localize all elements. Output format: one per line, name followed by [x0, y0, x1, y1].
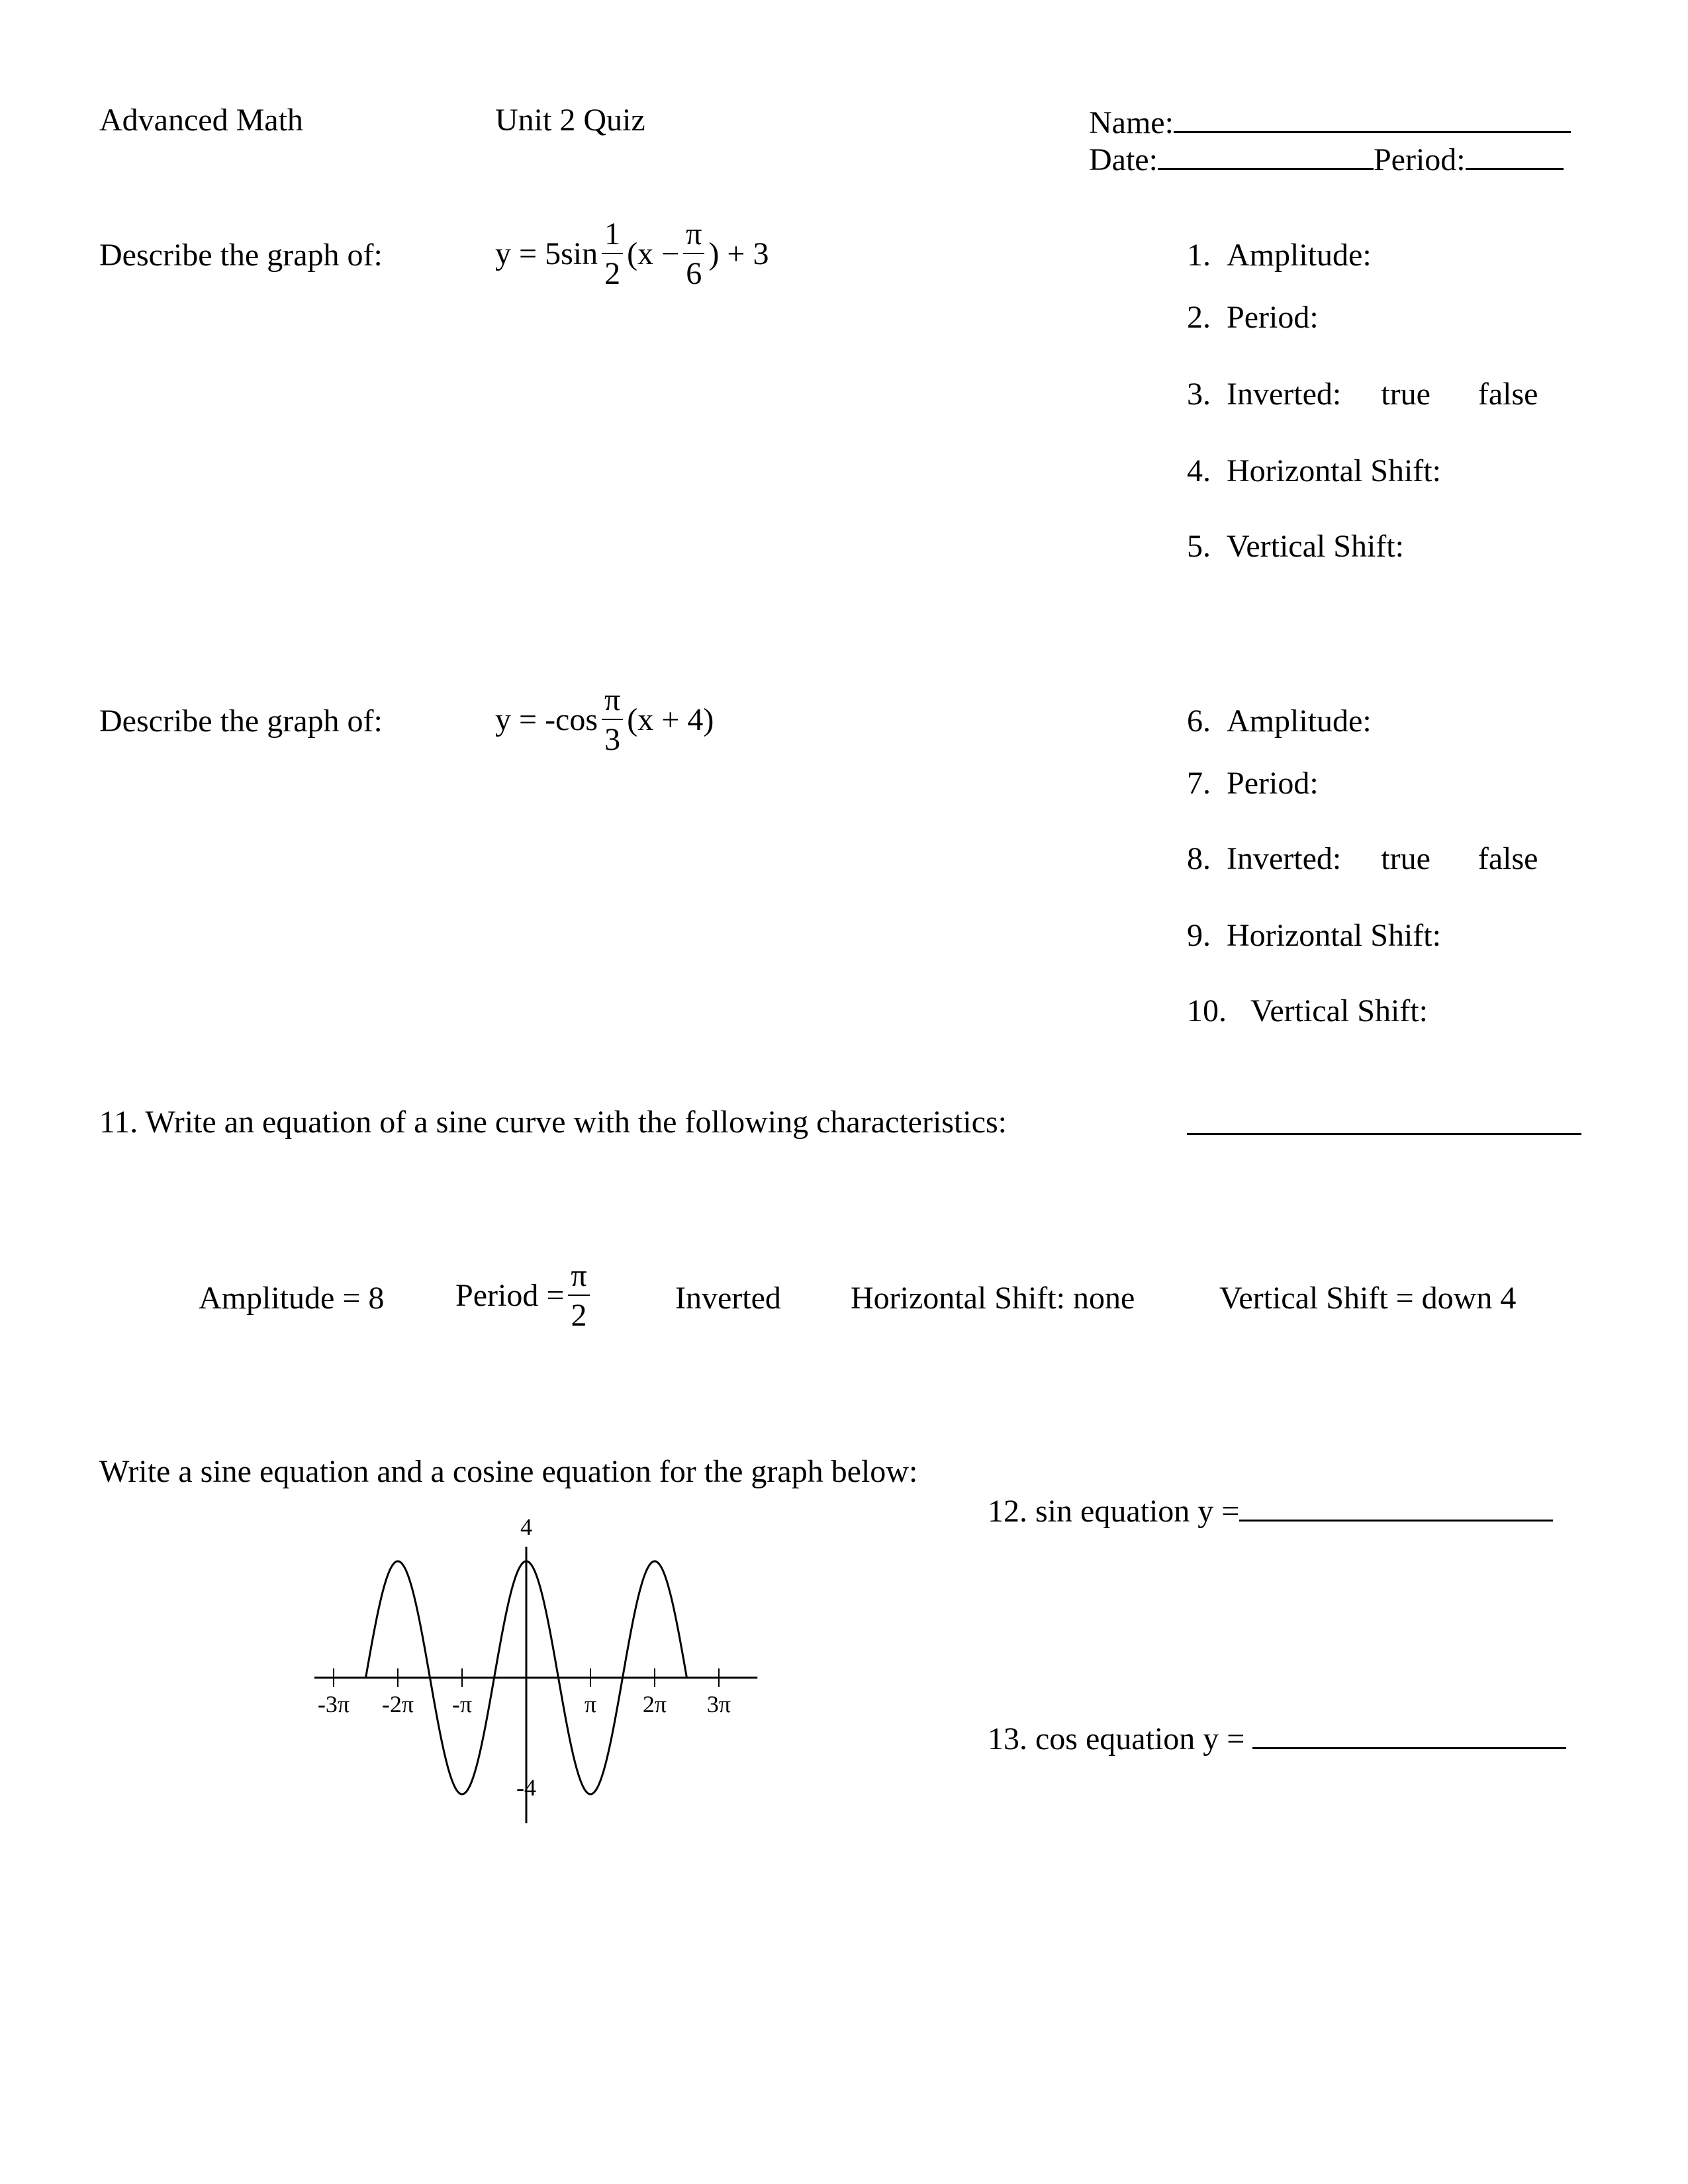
question-label: Amplitude:	[1227, 704, 1372, 739]
q11-period-denominator: 2	[571, 1298, 587, 1333]
name-label: Name:	[1089, 105, 1174, 140]
question-label: Amplitude:	[1227, 238, 1372, 273]
question-label: Period:	[1227, 766, 1319, 801]
name-field-row	[1089, 105, 1571, 139]
question-13-label: 13. cos equation y =	[988, 1721, 1245, 1756]
question-11-text: 11. Write an equation of a sine curve with the following characteristics:	[99, 1105, 1007, 1140]
question-12-label: 12. sin equation y =	[988, 1494, 1240, 1529]
question-number: 8.	[1187, 841, 1211, 876]
true-option[interactable]: true	[1381, 841, 1430, 876]
question-11-answer-row	[1187, 1107, 1581, 1141]
question-11-answer-blank[interactable]	[1187, 1107, 1581, 1135]
question-label: Vertical Shift:	[1250, 993, 1428, 1028]
question-number: 7.	[1187, 766, 1211, 801]
x-tick-label: -π	[451, 1691, 473, 1717]
question-13-blank[interactable]	[1252, 1721, 1566, 1749]
eq1-frac2-denominator: 6	[686, 256, 702, 291]
section1-equation	[495, 218, 769, 290]
question-13	[988, 1721, 1566, 1755]
eq1-frac1-numerator: 1	[602, 218, 623, 254]
question-12	[988, 1493, 1553, 1527]
question-3	[1187, 379, 1538, 410]
section1-prompt: Describe the graph of:	[99, 238, 383, 273]
x-tick-label: 3π	[706, 1691, 731, 1717]
false-option[interactable]: false	[1477, 841, 1538, 876]
eq2-prefix: y = -cos	[495, 702, 598, 737]
question-label: Horizontal Shift:	[1227, 918, 1441, 953]
question-8	[1187, 843, 1538, 875]
question-7	[1187, 768, 1319, 799]
q11-period-prefix: Period =	[455, 1278, 565, 1313]
name-blank[interactable]	[1174, 105, 1571, 133]
question-number: 5.	[1187, 529, 1211, 564]
question-5	[1187, 531, 1404, 563]
eq1-prefix: y = 5sin	[495, 236, 598, 271]
eq1-fraction-one-half	[602, 218, 623, 290]
question-10	[1187, 995, 1428, 1027]
q11-period	[455, 1260, 594, 1332]
question-number: 4.	[1187, 453, 1211, 488]
question-12-blank[interactable]	[1239, 1493, 1553, 1522]
question-4	[1187, 455, 1441, 487]
q11-horizontal-shift: Horizontal Shift: none	[851, 1281, 1135, 1316]
question-number: 6.	[1187, 704, 1211, 739]
section2-equation	[495, 684, 714, 756]
y-tick-label: 4	[520, 1514, 532, 1540]
true-option[interactable]: true	[1381, 377, 1430, 412]
period-blank[interactable]	[1466, 142, 1564, 170]
graph-tick-labels	[318, 1514, 731, 1801]
eq1-frac1-denominator: 2	[604, 256, 621, 291]
question-number: 3.	[1187, 377, 1211, 412]
question-1	[1187, 240, 1372, 271]
eq2-frac-numerator: π	[602, 684, 623, 720]
eq2-suffix: (x + 4)	[627, 702, 714, 737]
question-label: Vertical Shift:	[1227, 529, 1404, 564]
date-label: Date:	[1089, 142, 1158, 177]
x-tick-label: -2π	[381, 1691, 414, 1717]
question-number: 10.	[1187, 993, 1227, 1028]
question-number: 9.	[1187, 918, 1211, 953]
y-tick-label: -4	[516, 1774, 536, 1801]
q11-amplitude: Amplitude = 8	[199, 1281, 385, 1316]
question-9	[1187, 920, 1441, 952]
section3-prompt: Write a sine equation and a cosine equation for the graph below:	[99, 1454, 918, 1489]
x-tick-label: -3π	[317, 1691, 350, 1717]
question-label: Inverted:	[1227, 377, 1342, 412]
q11-period-fraction	[568, 1260, 589, 1332]
trig-graph	[285, 1496, 788, 1853]
section2-prompt: Describe the graph of:	[99, 704, 383, 739]
eq2-frac-denominator: 3	[604, 722, 621, 757]
period-label: Period:	[1373, 142, 1466, 177]
eq2-fraction-pi-third	[602, 684, 623, 756]
question-number: 1.	[1187, 238, 1211, 273]
course-name: Advanced Math	[99, 103, 303, 138]
eq1-middle: (x −	[627, 236, 680, 271]
question-label: Horizontal Shift:	[1227, 453, 1441, 488]
date-period-row	[1089, 142, 1564, 176]
false-option[interactable]: false	[1477, 377, 1538, 412]
x-tick-label: 2π	[642, 1691, 667, 1717]
question-6	[1187, 705, 1372, 737]
q11-vertical-shift: Vertical Shift = down 4	[1219, 1281, 1517, 1316]
question-2	[1187, 302, 1319, 334]
q11-period-numerator: π	[568, 1260, 589, 1296]
eq1-frac2-numerator: π	[683, 218, 704, 254]
quiz-title: Unit 2 Quiz	[495, 103, 645, 138]
date-blank[interactable]	[1158, 142, 1374, 170]
eq1-suffix: ) + 3	[708, 236, 769, 271]
x-tick-label: π	[584, 1691, 597, 1717]
eq1-fraction-pi-sixth	[683, 218, 704, 290]
q11-inverted: Inverted	[675, 1281, 781, 1316]
question-number: 2.	[1187, 300, 1211, 335]
question-label: Period:	[1227, 300, 1319, 335]
question-label: Inverted:	[1227, 841, 1342, 876]
